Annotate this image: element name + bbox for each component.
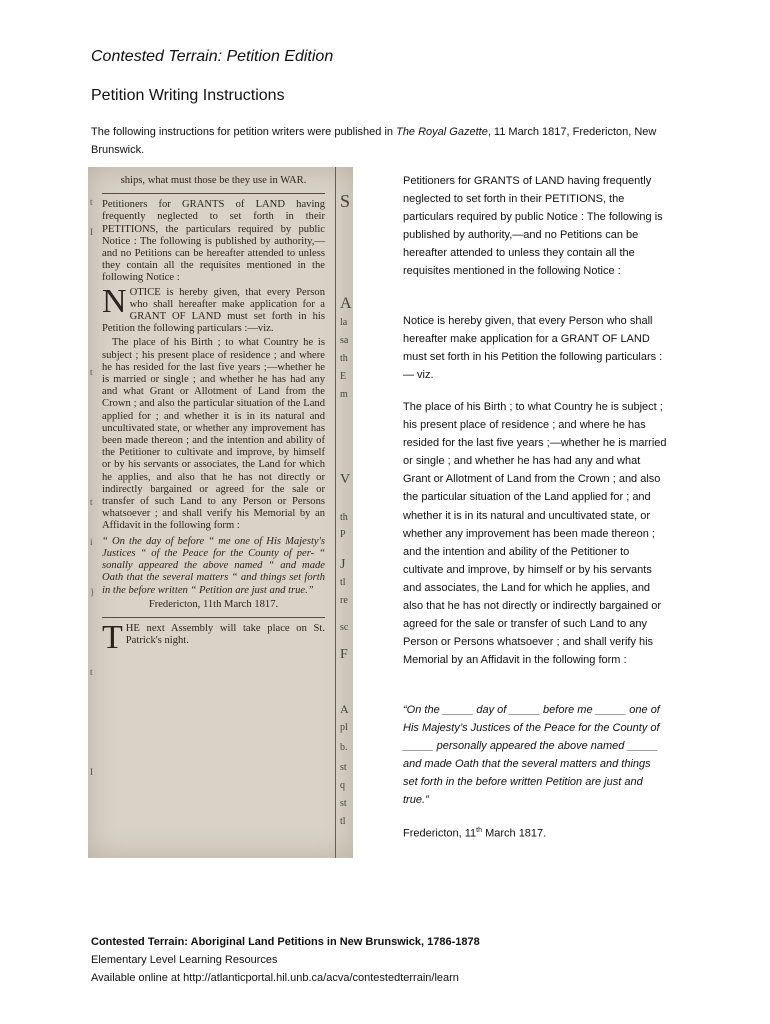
intro-text-after: , 11 March 1817, Fredericton, New Brunswick. — [91, 126, 657, 156]
transcript-oath — [403, 701, 668, 810]
newspaper-clipping-image — [88, 167, 353, 858]
date-superscript: th — [476, 827, 483, 834]
page-title: Petition Writing Instructions — [91, 87, 285, 104]
clipping-top-line: ships, what must those be they use in WAR. — [120, 175, 307, 186]
clipping-dropcap: N — [102, 282, 127, 320]
footer-url: Available online at http://atlanticportal.hil.unb.ca/acva/contestedterrain/learn — [91, 972, 459, 985]
oath-text: “On the _____ day of _____ before me _____ one of His Majesty’s Justices of the Peace for the County of _____ personally appeared the above named _____ and made Oath that the several matters and things set forth in the before written Petition are just and true.” — [403, 704, 660, 807]
clipping-adjacent-column: S A la sa th E m V th P J tl re sc F A pl b. st q st tl — [335, 167, 353, 858]
clipping-left-edge: t I t t i } t I — [90, 197, 95, 777]
clipping-heading: Petitioners for GRANTS of LAND having frequently neglected to set forth in their PETITIONS, the particulars required by public Notice : The following is published by authority,—and no Petitions can be hereafter attended to unless they contain all the requisites mentioned in the following Notice : — [102, 199, 325, 284]
clipping-dropcap-2: T — [102, 618, 123, 656]
footer — [91, 933, 480, 988]
clipping-main-column — [88, 167, 333, 858]
clipping-divider-2 — [102, 617, 325, 618]
transcript-paragraph-3: The place of his Birth ; to what Country he is subject ; his present place of residence ; and where he has resided for the last five years ;—whether he is married or single ; and whether he has had any and what Grant or Allotment of Land from the Crown ; and also the particular situation of the Land applied for ; and whether it is in its natural and uncultivated state, or whether any improvement has been made thereon ; and the intention and ability of the Petitioner to cultivate and improve, by himself or by his servants and associates, the Land for which he applies, and also that he has not directly or indirectly bargained or agreed for the sale or transfer of such Land to any Person or Persons whatsoever ; and shall verify his Memorial by an Affidavit in the following form : — [403, 401, 667, 667]
transcript-date: Fredericton, 11th March 1817. — [403, 827, 547, 840]
edition-title: Contested Terrain: Petition Edition — [91, 48, 334, 65]
transcript-paragraph-1: Petitioners for GRANTS of LAND having frequently neglected to set forth in their PETITIONS, the particulars required by public Notice : The following is published by authority,—and no Petitions can be hereafter attended to unless they contain all the requisites mentioned in the following Notice : — [403, 175, 663, 278]
footer-title: Contested Terrain: Aboriginal Land Petitions in New Brunswick, 1786-1878 — [91, 936, 480, 948]
intro-text-before: The following instructions for petition writers were published in — [91, 126, 397, 138]
clipping-body: The place of his Birth ; to what Country he is subject ; his present place of residence ; and where he has resided for the last five years ;—whether he is married or single ; and whether he has had any and what Grant or Allotment of Land from the Crown ; and also the particular situation of the Land applied for ; and whether it is in its natural and uncultivated state, or whether any improvement has been made thereon ; and the intention and ability of the Petitioner to cultivate and improve, by himself or by his servants or associates, the Land for which he applies, and also that he has not directly or indirectly bargained or agreed for the sale or transfer of such Land to any Person or Persons whatsoever ; and shall verify his Memorial by an Affidavit in the following form : — [102, 337, 325, 532]
footer-subtitle: Elementary Level Learning Resources — [91, 954, 278, 967]
clipping-divider — [102, 193, 325, 194]
clipping-oath: “ On the day of before “ me one of His Majesty's Justices “ of the Peace for the County of per- “ sonally appeared the above named “ and made Oath that the several matters “ and things set forth in the before written “ Petition are just and true.” — [102, 535, 325, 596]
clipping-next: THE next Assembly will take place on St. Patrick's night. — [102, 618, 325, 656]
clipping-date: Fredericton, 11th March 1817. — [148, 598, 279, 610]
publication-name: The Royal Gazette — [396, 126, 488, 138]
intro-paragraph — [91, 123, 681, 159]
transcript-paragraph-2: Notice is hereby given, that every Person who shall hereafter make application for a GRANT OF LAND must set forth in his Petition the following particulars :— viz. — [403, 315, 663, 382]
clipping-notice: NOTICE is hereby given, that every Person who shall hereafter make application for a GRANT OF LAND must set forth in his Petition the following particulars :—viz. — [102, 282, 325, 335]
